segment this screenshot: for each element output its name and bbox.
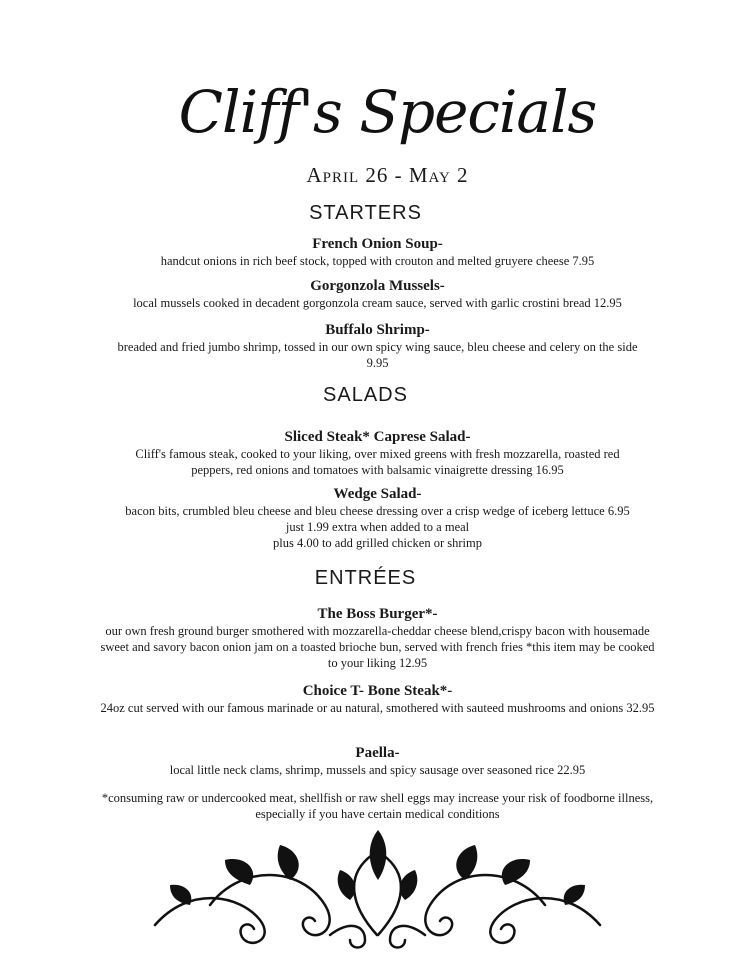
item-description: handcut onions in rich beef stock, topped with crouton and melted gruyere cheese 7.95 [160, 254, 595, 268]
floral-ornament-icon [150, 825, 605, 955]
item-name: French Onion Soup- [312, 236, 443, 252]
disclaimer [100, 790, 655, 822]
item-extra-note: plus 4.00 to add grilled chicken or shrimp [273, 536, 482, 550]
item-description: local little neck clams, shrimp, mussels and spicy sausage over seasoned rice 22.95 [169, 763, 586, 777]
item-name: Gorgonzola Mussels- [310, 278, 445, 294]
item-description: breaded and fried jumbo shrimp, tossed in our own spicy wing sauce, bleu cheese and celery on the side 9.95 [117, 340, 638, 370]
section-heading-entrees: ENTRÉES [314, 567, 417, 589]
item-name: Paella- [355, 745, 400, 761]
item-name: Buffalo Shrimp- [325, 322, 430, 338]
item-description: local mussels cooked in decadent gorgonzola cream sauce, served with garlic crostini bread 12.95 [133, 296, 622, 310]
menu-item [80, 485, 675, 551]
item-name: Choice T- Bone Steak*- [302, 683, 453, 699]
disclaimer-text: *consuming raw or undercooked meat, shellfish or raw shell eggs may increase your risk of foodborne illness, especially if you have certain medical conditions [101, 791, 654, 821]
menu-item [95, 235, 660, 269]
item-description: 24oz cut served with our famous marinade or au natural, smothered with sauteed mushrooms and onions 32.95 [100, 701, 655, 715]
item-extra-note: just 1.99 extra when added to a meal [285, 520, 470, 534]
item-description: our own fresh ground burger smothered with mozzarella-cheddar cheese blend,crispy bacon with housemade sweet and savory bacon onion jam on a toasted brioche bun, served with french fries *this item may be cooked to your liking 12.95 [100, 624, 655, 670]
menu-item [100, 605, 655, 671]
menu-item [100, 682, 655, 716]
menu-title: Cliff's Specials [178, 78, 597, 146]
menu-item [80, 277, 675, 311]
date-range: April 26 - May 2 [306, 163, 469, 187]
item-description: bacon bits, crumbled bleu cheese and bleu cheese dressing over a crisp wedge of iceberg lettuce 6.95 [125, 504, 630, 518]
section-heading-starters: STARTERS [309, 202, 422, 224]
item-name: Wedge Salad- [333, 486, 422, 502]
section-heading-salads: SALADS [323, 384, 408, 406]
menu-item [95, 744, 660, 778]
menu-item [125, 428, 630, 478]
item-description: Cliff's famous steak, cooked to your liking, over mixed greens with fresh mozzarella, roasted red peppers, red onions and tomatoes with balsamic vinaigrette dressing 16.95 [135, 447, 620, 477]
menu-item [115, 321, 640, 371]
item-name: Sliced Steak* Caprese Salad- [284, 429, 471, 445]
item-name: The Boss Burger*- [317, 606, 438, 622]
